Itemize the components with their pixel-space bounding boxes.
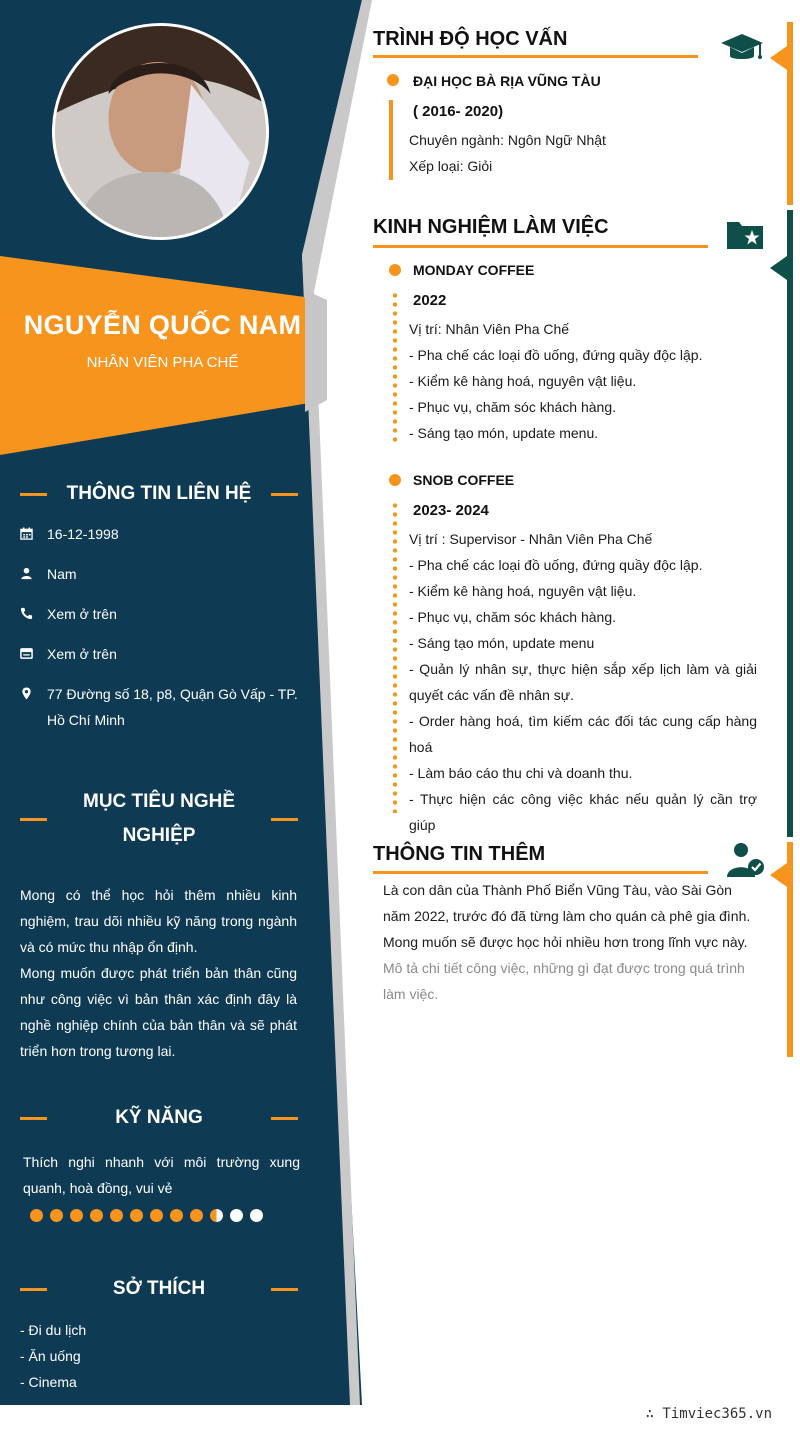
contact-gender xyxy=(20,561,310,587)
additional-text: Là con dân của Thành Phố Biển Vũng Tàu, vào Sài Gòn năm 2022, trước đó đã từng làm cho quán cà phê gia đình. Mong muốn sẽ được học hỏi nhiều hơn trong lĩnh vực này. xyxy=(383,882,751,950)
job-line: - Làm báo cáo thu chi và doanh thu. xyxy=(409,765,633,781)
right-edge-arrow-experience xyxy=(770,256,787,280)
brand-name: Timviec365.vn xyxy=(662,1406,772,1422)
skill-rating-dot xyxy=(110,1209,123,1222)
contact-birthdate xyxy=(20,521,310,547)
education-underline xyxy=(373,55,698,58)
job-line: Vị trí: Nhân Viên Pha Chế xyxy=(409,321,570,337)
job-line: - Phục vụ, chăm sóc khách hàng. xyxy=(409,399,616,415)
phone-icon xyxy=(20,601,47,627)
skill-rating-dot xyxy=(150,1209,163,1222)
folder-star-icon xyxy=(726,218,764,250)
education-major: Chuyên ngành: Ngôn Ngữ Nhật xyxy=(409,132,606,148)
graduation-cap-icon xyxy=(720,32,764,64)
skill-rating xyxy=(30,1209,263,1222)
education-years: ( 2016- 2020) xyxy=(413,103,504,120)
job-line: - Pha chế các loại đồ uống, đứng quầy độc lập. xyxy=(409,347,703,363)
timeline-bullet xyxy=(389,264,401,276)
job-line: - Phục vụ, chăm sóc khách hàng. xyxy=(409,609,616,625)
contact-phone xyxy=(20,601,310,627)
right-edge-bar-experience xyxy=(787,210,793,837)
heading-bar-right xyxy=(271,1288,298,1291)
banner-fold xyxy=(305,290,327,412)
experience-title: KINH NGHIỆM LÀM VIỆC xyxy=(373,216,609,238)
skill-rating-dot xyxy=(250,1209,263,1222)
contact-section-heading xyxy=(20,477,298,511)
avatar-portrait xyxy=(55,26,266,237)
heading-bar-left xyxy=(20,818,47,821)
objective-title: MỤC TIÊU NGHỀ NGHIỆP xyxy=(83,791,235,846)
skill-rating-dot xyxy=(170,1209,183,1222)
skill-rating-dot xyxy=(210,1209,223,1222)
school-name: ĐẠI HỌC BÀ RỊA VŨNG TÀU xyxy=(413,73,601,89)
gender-value: Nam xyxy=(47,566,77,582)
job-year: 2023- 2024 xyxy=(413,502,489,519)
job-year: 2022 xyxy=(413,292,447,309)
experience-timeline-dots xyxy=(393,291,397,446)
contact-title: THÔNG TIN LIÊN HỆ xyxy=(66,483,252,504)
contact-address xyxy=(20,681,310,733)
heading-bar-left xyxy=(20,493,47,496)
heading-bar-left xyxy=(20,1117,47,1120)
timeline-bullet xyxy=(387,74,399,86)
skill-rating-dot xyxy=(230,1209,243,1222)
user-icon xyxy=(20,561,47,587)
job-description xyxy=(409,316,757,446)
education-timeline-bar xyxy=(389,100,393,180)
skill-rating-dot xyxy=(90,1209,103,1222)
additional-placeholder: Mô tả chi tiết công việc, những gì đạt được trong quá trình làm việc. xyxy=(383,960,745,1002)
brand-logo-icon: ∴ xyxy=(645,1406,663,1422)
job-description xyxy=(409,526,757,838)
location-icon xyxy=(20,681,47,733)
email-icon xyxy=(20,641,47,667)
right-edge-arrow-additional xyxy=(770,863,787,887)
phone-value: Xem ở trên xyxy=(47,606,117,622)
education-grade: Xếp loại: Giỏi xyxy=(409,158,493,174)
address-value: 77 Đường số 18, p8, Quận Gò Vấp - TP. Hồ Chí Minh xyxy=(47,686,298,728)
user-check-icon xyxy=(726,842,766,878)
skills-section-heading xyxy=(20,1101,298,1135)
job-line: - Sáng tạo món, update menu. xyxy=(409,425,599,441)
objective-paragraph-2: Mong muốn được phát triển bản thân cũng như công việc vì bản thân xác định đây là nghề nghiệp chính của bản thân và sẽ phát triển hơn trong tương lai. xyxy=(20,965,297,1059)
experience-timeline-dots xyxy=(393,501,397,813)
right-edge-arrow-education xyxy=(770,46,787,70)
skill-rating-dot xyxy=(30,1209,43,1222)
contact-email xyxy=(20,641,310,667)
hobby-item: - Đi du lịch xyxy=(20,1322,87,1338)
education-title: TRÌNH ĐỘ HỌC VẤN xyxy=(373,28,568,50)
hobby-item: - Ăn uống xyxy=(20,1348,81,1364)
skills-description: Thích nghi nhanh với môi trường xung quanh, hoà đồng, vui vẻ xyxy=(23,1154,300,1196)
hobbies-title: SỞ THÍCH xyxy=(112,1278,206,1299)
company-name: MONDAY COFFEE xyxy=(413,262,535,278)
heading-bar-right xyxy=(271,493,298,496)
candidate-role: NHÂN VIÊN PHA CHẾ xyxy=(86,354,239,371)
additional-content xyxy=(383,877,755,1007)
birthdate-value: 16-12-1998 xyxy=(47,526,119,542)
objective-paragraph-1: Mong có thể học hỏi thêm nhiều kinh nghiệm, trau dõi nhiều kỹ năng trong ngành và có mức thu nhập ổn định. xyxy=(20,887,297,955)
job-line: Vị trí : Supervisor - Nhân Viên Pha Chế xyxy=(409,531,653,547)
skill-rating-dot xyxy=(190,1209,203,1222)
avatar xyxy=(52,23,269,240)
additional-underline xyxy=(373,871,708,874)
right-edge-bar-additional xyxy=(787,842,793,1057)
hobbies-section-heading xyxy=(20,1272,298,1306)
additional-title: THÔNG TIN THÊM xyxy=(373,843,546,865)
education-details xyxy=(409,127,757,179)
skill-rating-dot xyxy=(130,1209,143,1222)
job-line: - Order hàng hoá, tìm kiếm các đối tác cung cấp hàng hoá xyxy=(409,713,757,755)
job-line: - Thực hiện các công việc khác nếu quản lý cần trợ giúp xyxy=(409,791,757,833)
job-line: - Kiểm kê hàng hoá, nguyên vật liệu. xyxy=(409,373,637,389)
skills-title: KỸ NĂNG xyxy=(115,1107,203,1128)
job-line: - Sáng tạo món, update menu xyxy=(409,635,595,651)
heading-bar-right xyxy=(271,818,298,821)
skill-rating-dot xyxy=(70,1209,83,1222)
timeline-bullet xyxy=(389,474,401,486)
company-name: SNOB COFFEE xyxy=(413,472,515,488)
job-line: - Kiểm kê hàng hoá, nguyên vật liệu. xyxy=(409,583,637,599)
brand-watermark xyxy=(646,1406,772,1422)
heading-bar-right xyxy=(271,1117,298,1120)
email-value: Xem ở trên xyxy=(47,646,117,662)
skill-rating-dot xyxy=(50,1209,63,1222)
right-edge-bar-education xyxy=(787,22,793,205)
job-line: - Pha chế các loại đồ uống, đứng quầy độc lập. xyxy=(409,557,703,573)
calendar-icon xyxy=(20,521,47,547)
experience-underline xyxy=(373,245,708,248)
objective-text xyxy=(20,882,297,1064)
objective-section-heading xyxy=(20,785,298,853)
candidate-name: NGUYỄN QUỐC NAM xyxy=(23,310,302,340)
hobby-item: - Cinema xyxy=(20,1374,77,1390)
heading-bar-left xyxy=(20,1288,47,1291)
job-line: - Quản lý nhân sự, thực hiện sắp xếp lịch làm và giải quyết các vấn đề nhân sự. xyxy=(409,661,757,703)
